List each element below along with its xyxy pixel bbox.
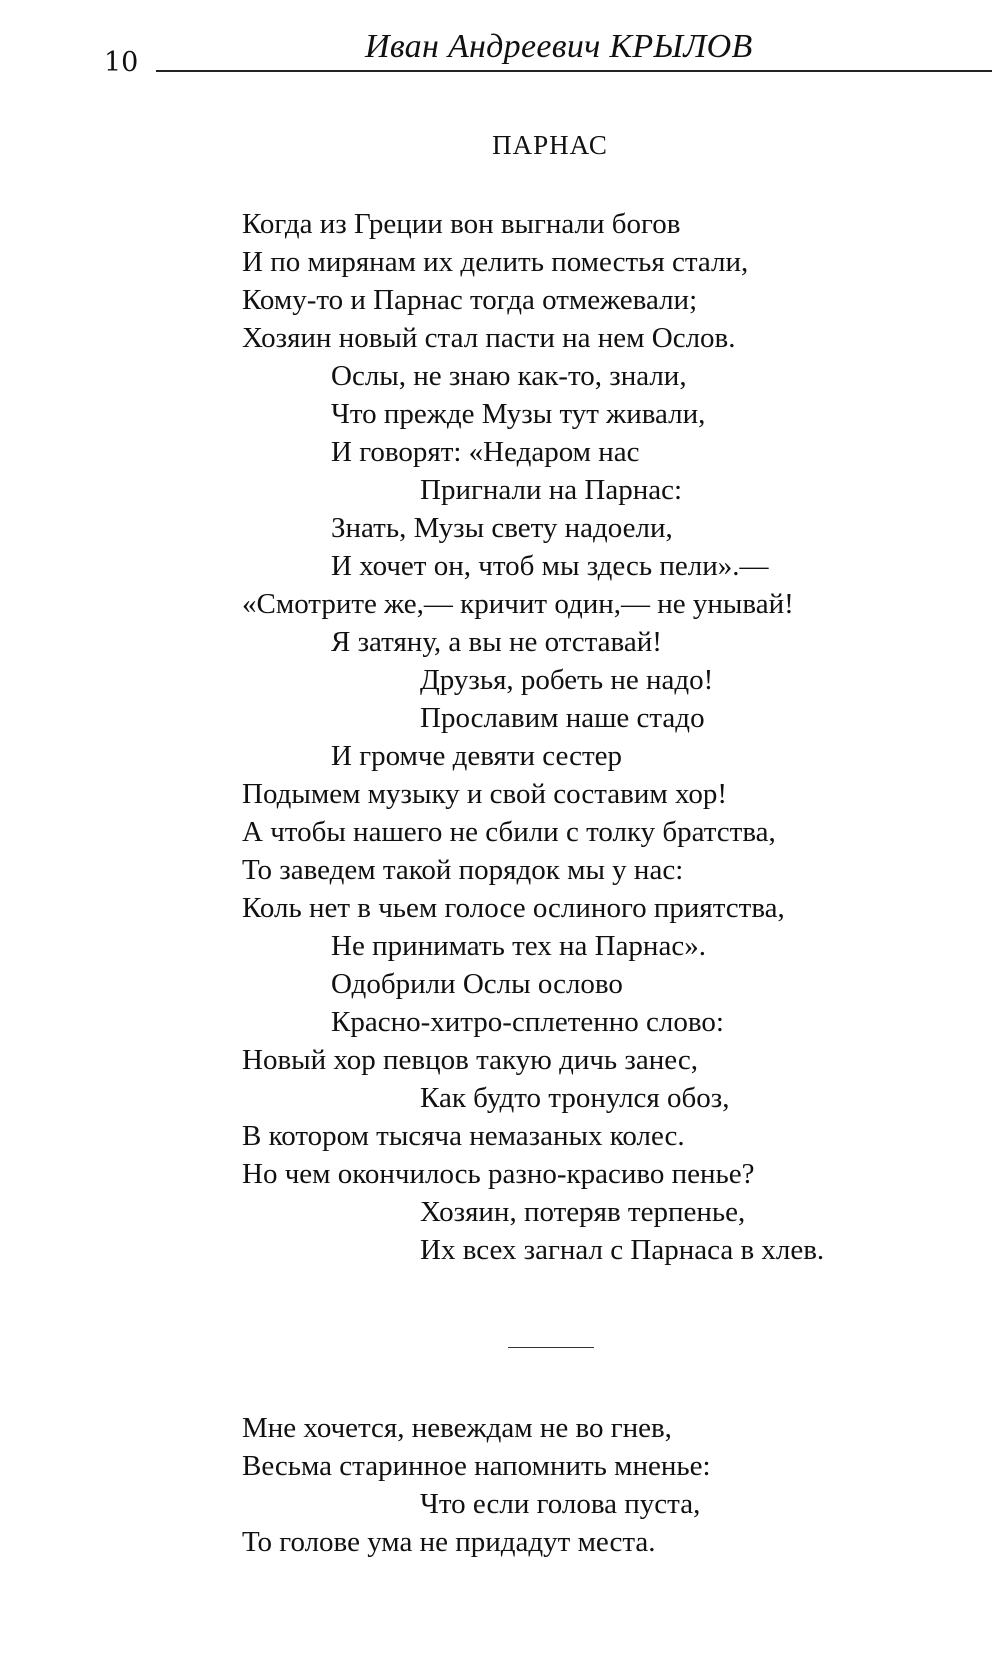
verse-line: Не принимать тех на Парнас». [331,930,706,962]
verse-line: Когда из Греции вон выгнали богов [242,208,681,240]
verse-line: Как будто тронулся обоз, [420,1082,730,1114]
verse-line: В котором тысяча немазаных колес. [242,1120,685,1152]
verse-line: И хочет он, чтоб мы здесь пели».— [331,550,769,582]
verse-line: Одобрили Ослы ослово [331,968,623,1000]
verse-line: Хозяин новый стал пасти на нем Ослов. [242,322,736,354]
verse-line: Прославим наше стадо [420,702,705,734]
verse-line: Что прежде Музы тут живали, [331,398,706,430]
verse-line: Коль нет в чьем голосе ослиного приятства, [242,892,785,924]
page-number: 10 [104,47,139,78]
verse-line: Мне хочется, невеждам не во гнев, [242,1412,672,1444]
verse-line: Знать, Музы свету надоели, [331,512,673,544]
verse-line: Подымем музыку и свой составим хор! [242,778,728,810]
verse-line: Новый хор певцов такую дичь занес, [242,1044,698,1076]
running-head: Иван Андреевич КРЫЛОВ [365,28,753,65]
verse-line: Их всех загнал с Парнаса в хлев. [420,1234,825,1266]
verse-line: Хозяин, потеряв терпенье, [420,1196,746,1228]
verse-line: Весьма старинное напомнить мненье: [242,1450,711,1482]
verse-line: Ослы, не знаю как-то, знали, [331,360,687,392]
verse-line: Друзья, робеть не надо! [420,664,714,696]
verse-line: Красно-хитро-сплетенно слово: [331,1006,724,1038]
verse-line: «Смотрите же,— кричит один,— не унывай! [242,588,794,620]
verse-line: Но чем окончилось разно-красиво пенье? [242,1158,755,1190]
verse-line: И по мирянам их делить поместья стали, [242,246,749,278]
verse-line: А чтобы нашего не сбили с толку братства, [242,816,776,848]
section-divider [508,1347,594,1348]
verse-line: То заведем такой порядок мы у нас: [242,854,684,886]
poem-body [242,205,824,1269]
verse-line: Я затяну, а вы не отставай! [331,626,662,658]
verse-line: Пригнали на Парнас: [420,474,683,506]
poem-title: ПАРНАС [492,130,608,160]
verse-line: Кому-то и Парнас тогда отмежевали; [242,284,698,316]
verse-line: То голове ума не придадут места. [242,1526,656,1558]
header-rule [156,70,992,72]
verse-line: И говорят: «Недаром нас [331,436,640,468]
verse-line: И громче девяти сестер [331,740,623,772]
epigram-body [242,1409,711,1561]
verse-line: Что если голова пуста, [420,1488,701,1520]
